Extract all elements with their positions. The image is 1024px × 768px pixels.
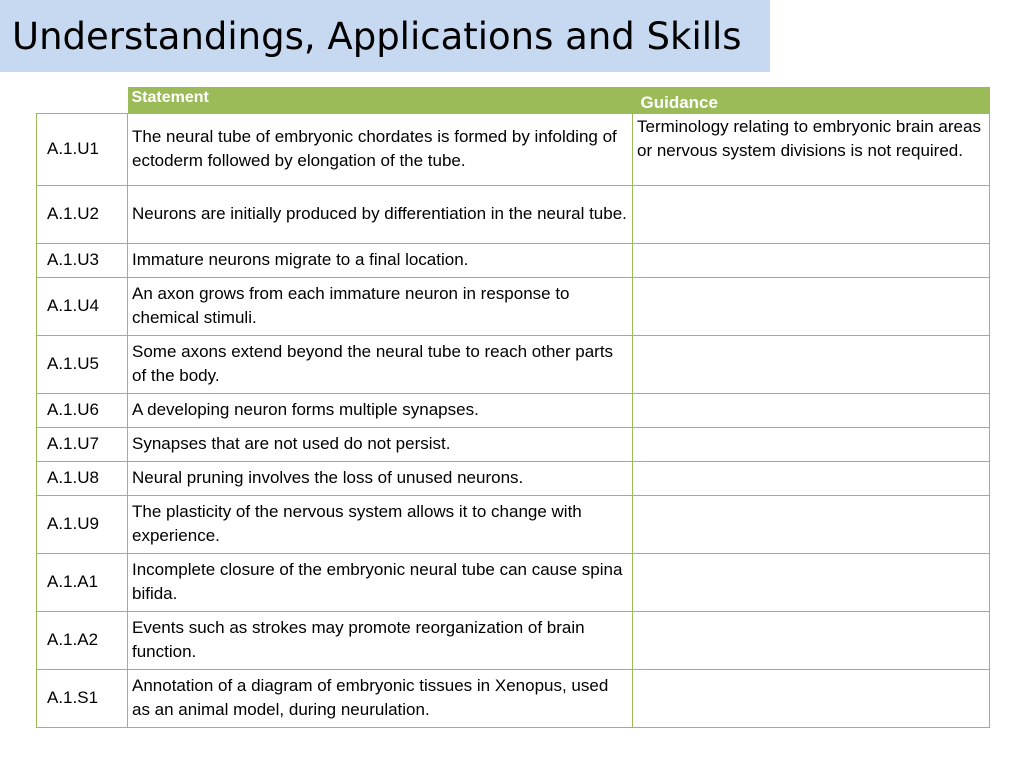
- row-code: A.1.U4: [37, 277, 128, 335]
- row-statement: The plasticity of the nervous system allows it to change with experience.: [128, 495, 633, 553]
- row-guidance: [633, 335, 990, 393]
- row-code: A.1.U3: [37, 243, 128, 277]
- row-guidance: [633, 495, 990, 553]
- table-row: [37, 495, 990, 553]
- row-statement: Synapses that are not used do not persist.: [128, 427, 633, 461]
- row-code: A.1.U6: [37, 393, 128, 427]
- table-row: [37, 393, 990, 427]
- row-statement: Some axons extend beyond the neural tube to reach other parts of the body.: [128, 335, 633, 393]
- row-code: A.1.U8: [37, 461, 128, 495]
- syllabus-table-container: [36, 87, 989, 728]
- row-guidance: [633, 185, 990, 243]
- row-statement: The neural tube of embryonic chordates is formed by infolding of ectoderm followed by elongation of the tube.: [128, 113, 633, 185]
- table-row: [37, 611, 990, 669]
- table-header-row: [37, 87, 990, 113]
- row-statement: Events such as strokes may promote reorganization of brain function.: [128, 611, 633, 669]
- row-code: A.1.U9: [37, 495, 128, 553]
- row-code: A.1.A1: [37, 553, 128, 611]
- row-guidance: Terminology relating to embryonic brain areas or nervous system divisions is not required.: [633, 113, 990, 185]
- row-guidance: [633, 243, 990, 277]
- header-guidance: Guidance: [633, 87, 990, 113]
- row-statement: An axon grows from each immature neuron in response to chemical stimuli.: [128, 277, 633, 335]
- table-row: [37, 113, 990, 185]
- table-row: [37, 277, 990, 335]
- row-code: A.1.U5: [37, 335, 128, 393]
- row-code: A.1.U1: [37, 113, 128, 185]
- table-row: [37, 185, 990, 243]
- row-guidance: [633, 553, 990, 611]
- row-code: A.1.U7: [37, 427, 128, 461]
- row-statement: Immature neurons migrate to a final location.: [128, 243, 633, 277]
- title-bar: [0, 0, 770, 72]
- table-row: [37, 335, 990, 393]
- header-statement: Statement: [128, 87, 633, 113]
- row-guidance: [633, 427, 990, 461]
- table-row: [37, 461, 990, 495]
- row-statement: A developing neuron forms multiple synapses.: [128, 393, 633, 427]
- table-row: [37, 243, 990, 277]
- row-statement: Neurons are initially produced by differentiation in the neural tube.: [128, 185, 633, 243]
- row-statement: Neural pruning involves the loss of unused neurons.: [128, 461, 633, 495]
- row-guidance: [633, 611, 990, 669]
- row-guidance: [633, 277, 990, 335]
- row-statement: Incomplete closure of the embryonic neural tube can cause spina bifida.: [128, 553, 633, 611]
- table-row: [37, 427, 990, 461]
- header-blank-cell: [37, 87, 128, 113]
- row-guidance: [633, 461, 990, 495]
- row-guidance: [633, 669, 990, 727]
- page-title: Understandings, Applications and Skills: [12, 15, 742, 58]
- row-statement: Annotation of a diagram of embryonic tissues in Xenopus, used as an animal model, during neurulation.: [128, 669, 633, 727]
- table-row: [37, 553, 990, 611]
- row-code: A.1.A2: [37, 611, 128, 669]
- syllabus-table: [36, 87, 990, 728]
- row-guidance: [633, 393, 990, 427]
- table-row: [37, 669, 990, 727]
- row-code: A.1.S1: [37, 669, 128, 727]
- row-code: A.1.U2: [37, 185, 128, 243]
